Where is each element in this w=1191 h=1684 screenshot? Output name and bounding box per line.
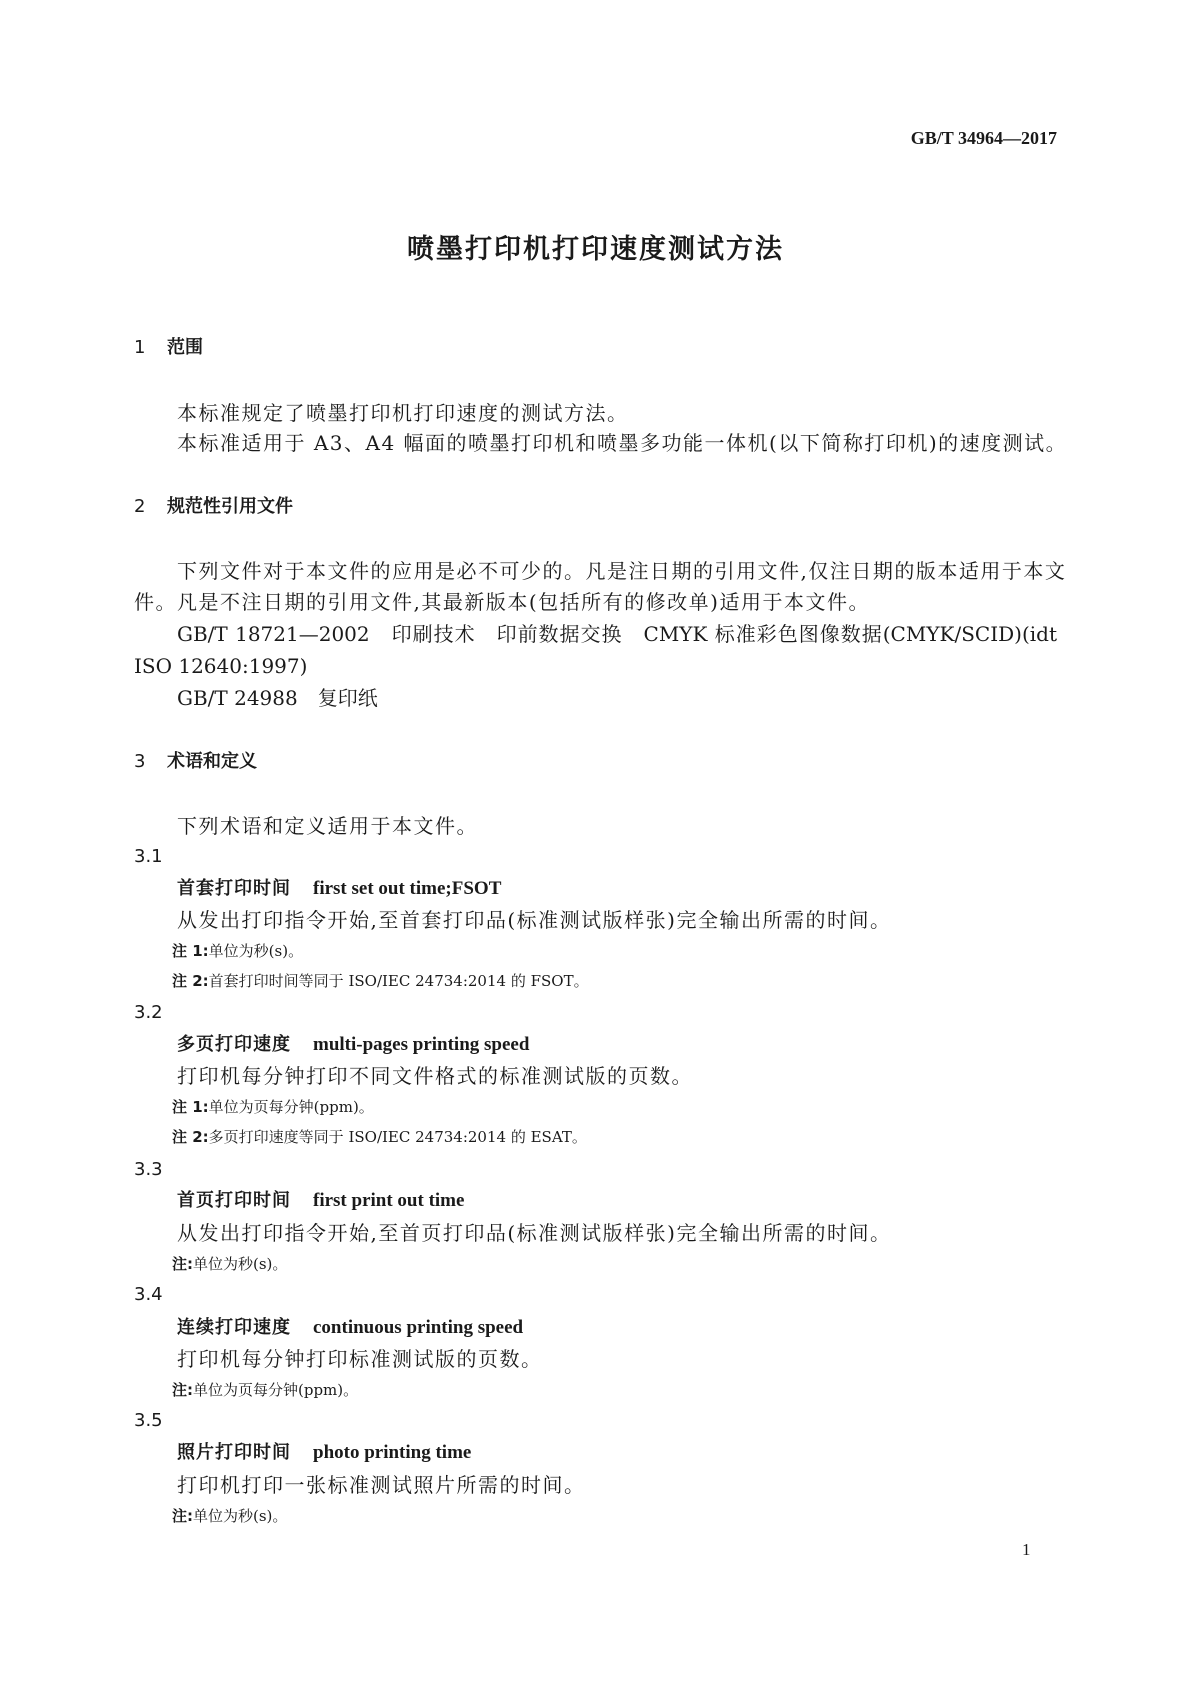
paragraph: 本标准规定了喷墨打印机打印速度的测试方法。 (177, 401, 629, 425)
term-definition: 从发出打印指令开始,至首页打印品(标准测试版样张)完全输出所需的时间。 (177, 1221, 892, 1245)
term-number: 3.3 (134, 1159, 163, 1180)
term-number: 3.1 (134, 846, 163, 867)
term-number: 3.5 (134, 1410, 163, 1431)
reference: GB/T 18721—2002 印刷技术 印前数据交换 CMYK 标准彩色图像数据(CMYK/SCID)(idt (177, 622, 1057, 646)
paragraph: 本标准适用于 A3、A4 幅面的喷墨打印机和喷墨多功能一体机(以下简称打印机)的速度测试。 (177, 431, 1068, 455)
term-title: 照片打印时间 photo printing time (177, 1442, 472, 1463)
note: 注:单位为页每分钟(ppm)。 (172, 1381, 359, 1399)
standard-code: GB/T 34964—2017 (910, 128, 1057, 148)
note: 注:单位为秒(s)。 (172, 1507, 288, 1525)
paragraph: 下列术语和定义适用于本文件。 (177, 814, 478, 838)
note: 注 1:单位为秒(s)。 (172, 942, 304, 960)
term-title: 连续打印速度 continuous printing speed (177, 1317, 524, 1338)
note: 注 2:首套打印时间等同于 ISO/IEC 24734:2014 的 FSOT。 (172, 972, 589, 990)
term-number: 3.4 (134, 1284, 163, 1305)
section-1-heading: 1 范围 (134, 337, 203, 358)
reference: GB/T 24988 复印纸 (177, 686, 378, 710)
term-definition: 打印机打印一张标准测试照片所需的时间。 (177, 1473, 586, 1497)
note: 注 2:多页打印速度等同于 ISO/IEC 24734:2014 的 ESAT。 (172, 1128, 587, 1146)
reference: ISO 12640:1997) (134, 654, 308, 678)
section-3-heading: 3 术语和定义 (134, 751, 257, 772)
paragraph: 下列文件对于本文件的应用是必不可少的。凡是注日期的引用文件,仅注日期的版本适用于本文 (177, 559, 1067, 583)
note: 注:单位为秒(s)。 (172, 1255, 288, 1273)
term-title: 首页打印时间 first print out time (177, 1190, 465, 1211)
term-number: 3.2 (134, 1002, 163, 1023)
term-definition: 从发出打印指令开始,至首套打印品(标准测试版样张)完全输出所需的时间。 (177, 908, 892, 932)
note: 注 1:单位为页每分钟(ppm)。 (172, 1098, 374, 1116)
term-definition: 打印机每分钟打印标准测试版的页数。 (177, 1347, 543, 1371)
term-definition: 打印机每分钟打印不同文件格式的标准测试版的页数。 (177, 1064, 693, 1088)
paragraph: 件。凡是不注日期的引用文件,其最新版本(包括所有的修改单)适用于本文件。 (134, 590, 870, 614)
page-title: 喷墨打印机打印速度测试方法 (407, 234, 784, 265)
page-number: 1 (1022, 1540, 1031, 1559)
term-title: 多页打印速度 multi-pages printing speed (177, 1034, 530, 1055)
section-2-heading: 2 规范性引用文件 (134, 496, 293, 517)
term-title: 首套打印时间 first set out time;FSOT (177, 878, 502, 899)
